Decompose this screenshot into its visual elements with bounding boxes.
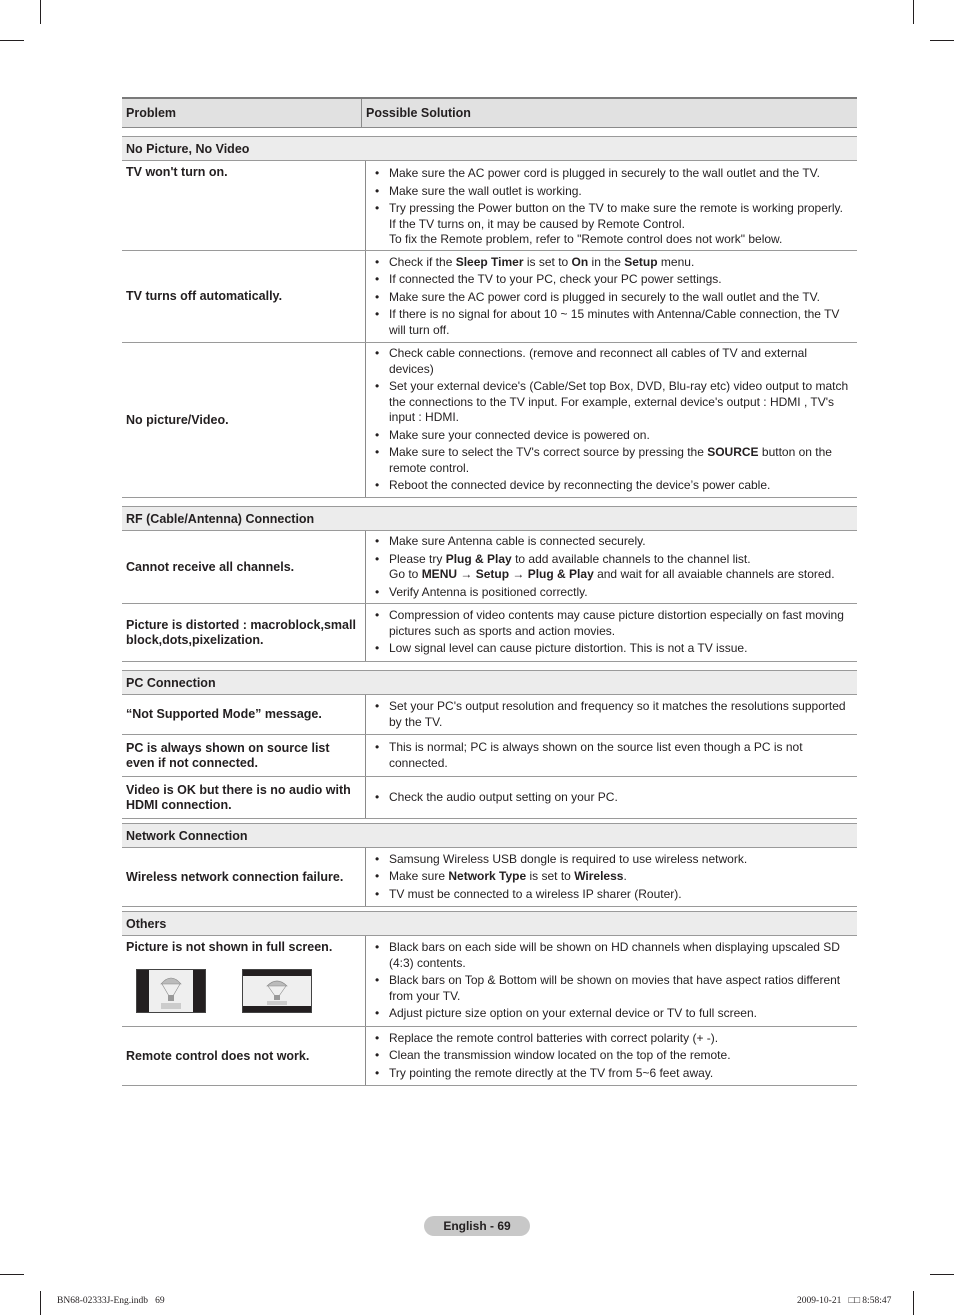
solution-item: • Low signal level can cause picture distortion. This is not a TV issue. — [374, 641, 851, 657]
solution-cell — [366, 735, 857, 776]
troubleshooting-table — [122, 97, 857, 1086]
table-row — [122, 777, 857, 819]
crop-mark — [930, 1274, 954, 1275]
crop-mark — [40, 0, 41, 24]
solution-item: • Check the audio output setting on your PC. — [374, 790, 851, 806]
crop-mark — [0, 40, 24, 41]
problem-cell: Remote control does not work. — [122, 1027, 366, 1085]
crop-mark — [930, 40, 954, 41]
solution-cell — [366, 604, 857, 661]
problem-cell: Cannot receive all channels. — [122, 531, 366, 603]
section-heading: PC Connection — [122, 670, 857, 695]
solution-item: • Reboot the connected device by reconnecting the device’s power cable. — [374, 478, 851, 494]
solution-item: • TV must be connected to a wireless IP sharer (Router). — [374, 887, 851, 903]
section-heading: RF (Cable/Antenna) Connection — [122, 506, 857, 531]
solution-cell — [366, 695, 857, 734]
solution-item: • If there is no signal for about 10 ~ 15 minutes with Antenna/Cable connection, the TV will turn off. — [374, 307, 851, 338]
table-row — [122, 161, 857, 251]
table-row — [122, 848, 857, 907]
page-number-badge: English - 69 — [424, 1216, 530, 1236]
solution-cell — [366, 251, 857, 342]
solution-item: • Check cable connections. (remove and reconnect all cables of TV and external devices) — [374, 346, 851, 377]
table-row — [122, 936, 857, 1027]
solution-cell — [366, 777, 857, 818]
problem-cell: Wireless network connection failure. — [122, 848, 366, 906]
solution-item: • Check if the Sleep Timer is set to On in the Setup menu. — [374, 255, 851, 271]
problem-cell: TV turns off automatically. — [122, 251, 366, 342]
solution-item: • Compression of video contents may cause picture distortion especially on fast moving pictures such as sports and action movies. — [374, 608, 851, 639]
solution-cell — [366, 936, 857, 1026]
solution-item: • Make sure the wall outlet is working. — [374, 184, 851, 200]
crop-mark — [913, 1291, 914, 1315]
table-header — [122, 97, 857, 128]
solution-item: • Replace the remote control batteries with correct polarity (+ -). — [374, 1031, 851, 1047]
solution-item: • Try pointing the remote directly at the TV from 5~6 feet away. — [374, 1066, 851, 1082]
solution-item: • Verify Antenna is positioned correctly. — [374, 585, 851, 601]
solution-item: • Try pressing the Power button on the TV to make sure the remote is working properly. If the TV turns on, it may be caused by Remote Control. To fix the Remote problem, refer to "Remote control does not work" below. — [374, 201, 851, 248]
table-row — [122, 735, 857, 777]
crop-mark — [0, 1274, 24, 1275]
problem-text: Picture is not shown in full screen. — [126, 940, 333, 954]
table-row — [122, 531, 857, 604]
problem-cell: PC is always shown on source list even if not connected. — [122, 735, 366, 776]
solution-item: • Make sure your connected device is powered on. — [374, 428, 851, 444]
solution-item: • Make sure Antenna cable is connected securely. — [374, 534, 851, 550]
problem-cell: No picture/Video. — [122, 343, 366, 497]
problem-cell: Video is OK but there is no audio with HDMI connection. — [122, 777, 366, 818]
problem-cell: Picture is distorted : macroblock,small block,dots,pixelization. — [122, 604, 366, 661]
crop-mark — [40, 1291, 41, 1315]
solution-item: • Set your external device's (Cable/Set top Box, DVD, Blu-ray etc) video output to match the connections to the TV input. For example, external device's output : HDMI , TV's input : HDMI. — [374, 379, 851, 426]
solution-item: • If connected the TV to your PC, check your PC power settings. — [374, 272, 851, 288]
crop-mark — [913, 0, 914, 24]
solution-item: • Set your PC's output resolution and frequency so it matches the resolutions supported by the TV. — [374, 699, 851, 730]
solution-item: • Make sure to select the TV's correct source by pressing the SOURCE button on the remote control. — [374, 445, 851, 476]
problem-cell: TV won't turn on. — [122, 161, 366, 250]
solution-item: • Black bars on Top & Bottom will be shown on movies that have aspect ratios different from your TV. — [374, 973, 851, 1004]
table-row — [122, 343, 857, 498]
solution-cell — [366, 531, 857, 603]
section-heading: Others — [122, 911, 857, 936]
screen-illustrations — [136, 969, 312, 1013]
problem-column-header: Problem — [122, 99, 362, 127]
solution-item: • Make sure the AC power cord is plugged in securely to the wall outlet and the TV. — [374, 166, 851, 182]
solution-item: • Black bars on each side will be shown on HD channels when displaying upscaled SD (4:3) contents. — [374, 940, 851, 971]
section-heading: No Picture, No Video — [122, 136, 857, 161]
solution-cell — [366, 1027, 857, 1085]
solution-item: • Clean the transmission window located on the top of the remote. — [374, 1048, 851, 1064]
pillarbox-screen-image — [136, 969, 206, 1013]
solution-cell — [366, 161, 857, 250]
solution-cell — [366, 343, 857, 497]
table-row — [122, 695, 857, 735]
solution-item: • Please try Plug & Play to add available channels to the channel list. Go to MENU → Setup → Plug & Play and wait for all avaiable channels are stored. — [374, 552, 851, 583]
solution-item: • Adjust picture size option on your external device or TV to full screen. — [374, 1006, 851, 1022]
letterbox-screen-image — [242, 969, 312, 1013]
section-heading: Network Connection — [122, 823, 857, 848]
solution-column-header: Possible Solution — [366, 106, 471, 120]
file-name-footer: BN68-02333J-Eng.indb 69 — [57, 1296, 165, 1306]
solution-cell — [366, 848, 857, 906]
solution-item: • Samsung Wireless USB dongle is required to use wireless network. — [374, 852, 851, 868]
print-date-footer: 2009-10-21 □□ 8:58:47 — [797, 1296, 892, 1306]
solution-item: • This is normal; PC is always shown on the source list even though a PC is not connected. — [374, 740, 851, 771]
table-row — [122, 251, 857, 343]
problem-cell: “Not Supported Mode” message. — [122, 695, 366, 734]
table-row — [122, 604, 857, 662]
solution-item: • Make sure the AC power cord is plugged in securely to the wall outlet and the TV. — [374, 290, 851, 306]
solution-item: • Make sure Network Type is set to Wireless. — [374, 869, 851, 885]
table-row — [122, 1027, 857, 1086]
problem-cell — [122, 936, 366, 1026]
